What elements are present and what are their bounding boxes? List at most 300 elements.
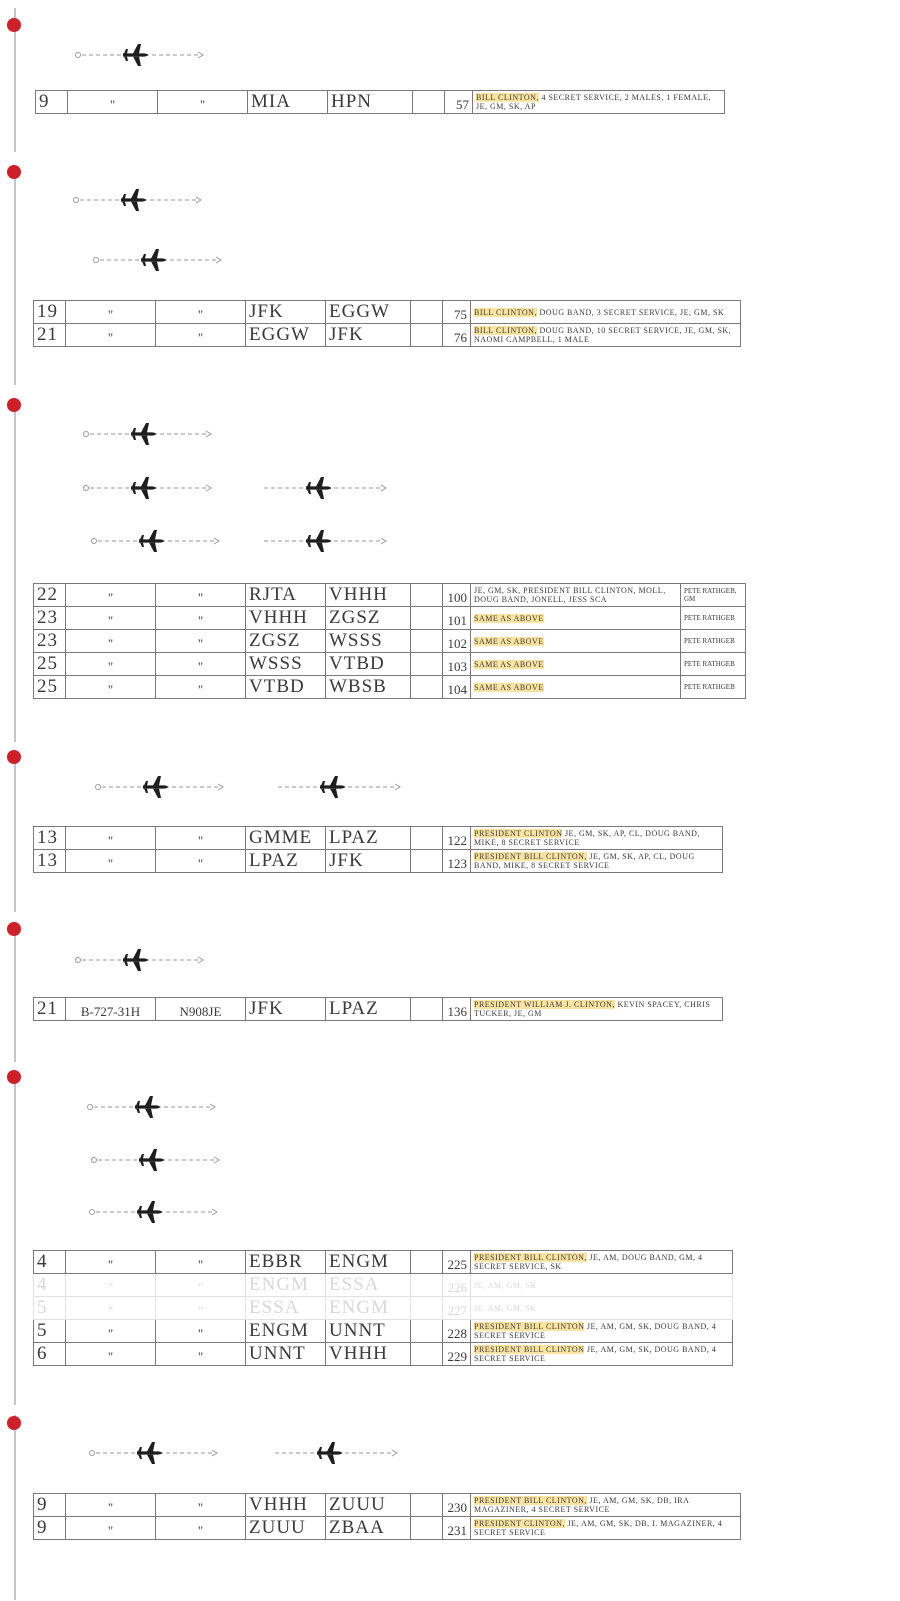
flight-number-cell: 225 xyxy=(443,1251,471,1274)
timeline-line xyxy=(14,398,16,742)
destination-airport-cell: ZBAA xyxy=(326,1517,411,1540)
aircraft-cell: " xyxy=(66,1274,156,1297)
log-row xyxy=(34,584,746,607)
aircraft-cell: " xyxy=(66,1320,156,1343)
origin-airport-cell: RJTA xyxy=(246,584,326,607)
origin-airport-cell: ESSA xyxy=(246,1297,326,1320)
arrow-right-icon xyxy=(214,1157,219,1163)
flight-route-icon xyxy=(277,775,402,799)
origin-airport-cell: VHHH xyxy=(246,1494,326,1517)
passenger-highlight: PRESIDENT BILL CLINTON, xyxy=(474,1496,587,1505)
blank-cell xyxy=(411,607,443,630)
day-cell: 9 xyxy=(34,1494,66,1517)
timeline-dot xyxy=(7,1416,21,1430)
arrow-right-icon xyxy=(212,1450,217,1456)
day-cell: 21 xyxy=(34,998,66,1021)
destination-airport-cell: WBSB xyxy=(326,676,411,699)
flight-route-svg xyxy=(93,248,223,272)
flight-route-svg xyxy=(91,529,221,553)
blank-cell xyxy=(411,1320,443,1343)
flight-route-icon xyxy=(91,1148,221,1172)
airplane-icon xyxy=(139,1149,164,1171)
flight-number-cell: 101 xyxy=(443,607,471,630)
destination-airport-cell: EGGW xyxy=(326,301,411,324)
arrow-right-icon xyxy=(206,485,211,491)
passenger-highlight: SAME AS ABOVE xyxy=(474,682,544,692)
flight-route-svg xyxy=(277,775,402,799)
passengers-cell xyxy=(471,1494,741,1517)
blank-cell xyxy=(411,324,443,347)
passengers-cell xyxy=(473,91,725,114)
airplane-shape xyxy=(121,189,146,211)
airplane-shape xyxy=(141,249,166,271)
aircraft-cell: " xyxy=(68,91,158,114)
passengers-cell xyxy=(471,1343,733,1366)
flight-log-table xyxy=(33,826,723,873)
passengers-cell xyxy=(471,653,681,676)
airplane-shape xyxy=(306,477,331,499)
arrow-right-icon xyxy=(210,1104,215,1110)
flight-route-icon xyxy=(75,43,205,67)
passenger-list: JE, AM, DOUG BAND, GM, 4 SECRET SERVICE, SK xyxy=(474,1253,703,1271)
airplane-icon xyxy=(123,44,148,66)
airplane-icon xyxy=(131,477,156,499)
flight-number-cell: 103 xyxy=(443,653,471,676)
flight-route-icon xyxy=(89,1200,219,1224)
arrow-right-icon xyxy=(381,485,386,491)
flight-log-table xyxy=(33,1250,733,1366)
origin-circle-icon xyxy=(76,53,81,58)
origin-airport-cell: GMME xyxy=(246,827,326,850)
origin-airport-cell: MIA xyxy=(248,91,328,114)
timeline-line xyxy=(14,1072,16,1405)
blank-cell xyxy=(411,850,443,873)
day-cell: 9 xyxy=(34,1517,66,1540)
aircraft-cell: " xyxy=(66,850,156,873)
passengers-cell xyxy=(471,850,723,873)
airplane-icon xyxy=(123,949,148,971)
aircraft-cell: " xyxy=(66,1297,156,1320)
arrow-right-icon xyxy=(395,784,400,790)
aircraft-cell: " xyxy=(66,653,156,676)
arrow-right-icon xyxy=(212,1209,217,1215)
log-row xyxy=(34,1343,733,1366)
airplane-shape xyxy=(123,44,148,66)
passenger-list: JE, AM, GM, SK, DB, IRA MAGAZINER, 4 SECRET SERVICE xyxy=(474,1496,689,1514)
blank-cell xyxy=(411,1274,443,1297)
origin-airport-cell: UNNT xyxy=(246,1343,326,1366)
registration-cell: " xyxy=(156,827,246,850)
log-row xyxy=(34,1274,733,1297)
flight-number-cell: 230 xyxy=(443,1494,471,1517)
blank-cell xyxy=(411,653,443,676)
passenger-list: DOUG BAND, 10 SECRET SERVICE, JE, GM, SK, NAOMI CAMPBELL, 1 MALE xyxy=(474,326,732,344)
aircraft-cell: " xyxy=(66,607,156,630)
flight-log-table xyxy=(33,300,741,347)
flight-route-icon xyxy=(75,948,205,972)
origin-circle-icon xyxy=(92,539,97,544)
passenger-highlight: BILL CLINTON, xyxy=(474,307,537,317)
flight-route-icon xyxy=(93,248,223,272)
origin-circle-icon xyxy=(74,198,79,203)
blank-cell xyxy=(411,1494,443,1517)
arrow-right-icon xyxy=(198,52,203,58)
timeline-dot xyxy=(7,18,21,32)
passenger-list: JE, AM, GM, SK xyxy=(474,1303,537,1313)
passengers-cell xyxy=(471,324,741,347)
arrow-right-icon xyxy=(206,431,211,437)
log-row xyxy=(34,301,741,324)
log-row xyxy=(34,653,746,676)
airplane-icon xyxy=(320,776,345,798)
destination-airport-cell: VHHH xyxy=(326,584,411,607)
flight-log-table xyxy=(33,583,746,699)
airplane-shape xyxy=(306,530,331,552)
airplane-shape xyxy=(131,477,156,499)
aircraft-cell: " xyxy=(66,630,156,653)
flight-route-svg xyxy=(263,476,388,500)
registration-cell: " xyxy=(156,1494,246,1517)
flight-number-cell: 76 xyxy=(443,324,471,347)
registration-cell: " xyxy=(156,301,246,324)
flight-log-table xyxy=(33,997,723,1021)
destination-airport-cell: ESSA xyxy=(326,1274,411,1297)
airplane-icon xyxy=(131,423,156,445)
registration-cell: " xyxy=(158,91,248,114)
flight-route-svg xyxy=(89,1441,219,1465)
flight-route-svg xyxy=(75,948,205,972)
flight-route-icon xyxy=(95,775,225,799)
origin-airport-cell: EBBR xyxy=(246,1251,326,1274)
blank-cell xyxy=(411,1297,443,1320)
flight-route-svg xyxy=(91,1148,221,1172)
passengers-cell xyxy=(471,607,681,630)
origin-circle-icon xyxy=(94,258,99,263)
flight-route-svg xyxy=(89,1200,219,1224)
origin-circle-icon xyxy=(96,785,101,790)
passengers-cell xyxy=(471,1517,741,1540)
registration-cell: " xyxy=(156,584,246,607)
origin-airport-cell: WSSS xyxy=(246,653,326,676)
passengers-cell xyxy=(471,1297,733,1320)
log-row xyxy=(34,324,741,347)
flight-route-svg xyxy=(274,1441,399,1465)
passengers-cell xyxy=(471,998,723,1021)
blank-cell xyxy=(411,676,443,699)
origin-circle-icon xyxy=(76,958,81,963)
day-cell: 23 xyxy=(34,630,66,653)
flight-number-cell: 136 xyxy=(443,998,471,1021)
airplane-shape xyxy=(137,1442,162,1464)
aircraft-cell: " xyxy=(66,301,156,324)
flight-route-icon xyxy=(91,529,221,553)
passenger-highlight: PRESIDENT BILL CLINTON xyxy=(474,1322,585,1331)
airplane-shape xyxy=(139,1149,164,1171)
airplane-icon xyxy=(141,249,166,271)
passenger-highlight: PRESIDENT BILL CLINTON xyxy=(474,1345,585,1354)
flight-route-icon xyxy=(87,1095,217,1119)
passenger-highlight: SAME AS ABOVE xyxy=(474,659,544,669)
airplane-icon xyxy=(317,1442,342,1464)
origin-circle-icon xyxy=(90,1451,95,1456)
passenger-list: KEVIN SPACEY, CHRIS TUCKER, JE, GM xyxy=(474,1000,711,1018)
airplane-icon xyxy=(121,189,146,211)
log-row xyxy=(34,1320,733,1343)
passengers-cell xyxy=(471,676,681,699)
origin-airport-cell: VTBD xyxy=(246,676,326,699)
airplane-shape xyxy=(135,1096,160,1118)
log-row xyxy=(34,827,723,850)
day-cell: 25 xyxy=(34,653,66,676)
blank-cell xyxy=(411,584,443,607)
passenger-list: JE, GM, SK, PRESIDENT BILL CLINTON, MOLL, DOUG BAND, JONELL, JESS SCA xyxy=(474,586,666,604)
aircraft-cell: " xyxy=(66,1517,156,1540)
day-cell: 13 xyxy=(34,850,66,873)
registration-cell: " xyxy=(156,1517,246,1540)
blank-cell xyxy=(411,1251,443,1274)
origin-circle-icon xyxy=(92,1158,97,1163)
origin-circle-icon xyxy=(84,432,89,437)
day-cell: 19 xyxy=(34,301,66,324)
flight-route-svg xyxy=(263,529,388,553)
flight-route-svg xyxy=(83,422,213,446)
blank-cell xyxy=(413,91,445,114)
passenger-highlight: PRESIDENT WILLIAM J. CLINTON, xyxy=(474,1000,615,1009)
day-cell: 5 xyxy=(34,1297,66,1320)
origin-circle-icon xyxy=(84,486,89,491)
log-row xyxy=(34,1251,733,1274)
destination-airport-cell: VTBD xyxy=(326,653,411,676)
passengers-cell xyxy=(471,630,681,653)
blank-cell xyxy=(411,827,443,850)
log-row xyxy=(34,1517,741,1540)
airplane-shape xyxy=(139,530,164,552)
remarks-cell: PETE RATHGEB xyxy=(681,607,746,630)
aircraft-cell: " xyxy=(66,676,156,699)
flight-route-svg xyxy=(87,1095,217,1119)
blank-cell xyxy=(411,1517,443,1540)
origin-airport-cell: ZGSZ xyxy=(246,630,326,653)
origin-airport-cell: ENGM xyxy=(246,1274,326,1297)
destination-airport-cell: ENGM xyxy=(326,1251,411,1274)
timeline-dot xyxy=(7,922,21,936)
registration-cell: " xyxy=(156,1343,246,1366)
blank-cell xyxy=(411,1343,443,1366)
timeline-dot xyxy=(7,750,21,764)
flight-route-icon xyxy=(73,188,203,212)
airplane-icon xyxy=(143,776,168,798)
passenger-highlight: PRESIDENT BILL CLINTON, xyxy=(474,1253,587,1262)
day-cell: 25 xyxy=(34,676,66,699)
flight-route-svg xyxy=(83,476,213,500)
day-cell: 6 xyxy=(34,1343,66,1366)
airplane-icon xyxy=(135,1096,160,1118)
origin-airport-cell: ENGM xyxy=(246,1320,326,1343)
arrow-right-icon xyxy=(218,784,223,790)
registration-cell: " xyxy=(156,607,246,630)
airplane-icon xyxy=(306,530,331,552)
flight-number-cell: 229 xyxy=(443,1343,471,1366)
aircraft-cell: " xyxy=(66,324,156,347)
log-row xyxy=(34,1494,741,1517)
remarks-cell: PETE RATHGEB xyxy=(681,676,746,699)
remarks-cell: PETE RATHGEB xyxy=(681,630,746,653)
flight-route-svg xyxy=(73,188,203,212)
log-row xyxy=(34,607,746,630)
destination-airport-cell: JFK xyxy=(326,850,411,873)
log-row xyxy=(34,998,723,1021)
airplane-shape xyxy=(131,423,156,445)
arrow-right-icon xyxy=(216,257,221,263)
airplane-icon xyxy=(137,1442,162,1464)
destination-airport-cell: UNNT xyxy=(326,1320,411,1343)
log-row xyxy=(34,676,746,699)
blank-cell xyxy=(411,630,443,653)
passenger-list: 4 SECRET SERVICE, 2 MALES, 1 FEMALE, JE, GM, SK, AP xyxy=(476,93,711,111)
day-cell: 22 xyxy=(34,584,66,607)
flight-number-cell: 100 xyxy=(443,584,471,607)
day-cell: 4 xyxy=(34,1274,66,1297)
arrow-right-icon xyxy=(198,957,203,963)
airplane-shape xyxy=(320,776,345,798)
flight-route-icon xyxy=(263,476,388,500)
blank-cell xyxy=(411,301,443,324)
airplane-shape xyxy=(143,776,168,798)
passengers-cell xyxy=(471,1274,733,1297)
aircraft-cell: " xyxy=(66,584,156,607)
flight-route-icon xyxy=(83,422,213,446)
log-row xyxy=(34,630,746,653)
destination-airport-cell: ZGSZ xyxy=(326,607,411,630)
registration-cell: " xyxy=(156,324,246,347)
destination-airport-cell: HPN xyxy=(328,91,413,114)
passenger-list: DOUG BAND, 3 SECRET SERVICE, JE, GM, SK xyxy=(536,307,725,317)
flight-route-icon xyxy=(274,1441,399,1465)
registration-cell: " xyxy=(156,653,246,676)
arrow-right-icon xyxy=(214,538,219,544)
registration-cell: " xyxy=(156,1274,246,1297)
origin-circle-icon xyxy=(88,1105,93,1110)
registration-cell: N908JE xyxy=(156,998,246,1021)
origin-airport-cell: JFK xyxy=(246,301,326,324)
day-cell: 5 xyxy=(34,1320,66,1343)
origin-airport-cell: ZUUU xyxy=(246,1517,326,1540)
registration-cell: " xyxy=(156,1251,246,1274)
timeline-dot xyxy=(7,1070,21,1084)
flight-number-cell: 122 xyxy=(443,827,471,850)
flight-route-icon xyxy=(89,1441,219,1465)
passenger-list: JE, GM, SK, AP, CL, DOUG BAND, MIKE, 8 SECRET SERVICE xyxy=(474,829,700,847)
destination-airport-cell: JFK xyxy=(326,324,411,347)
registration-cell: " xyxy=(156,630,246,653)
registration-cell: " xyxy=(156,1297,246,1320)
remarks-cell: PETE RATHGEB xyxy=(681,653,746,676)
flight-number-cell: 226 xyxy=(443,1274,471,1297)
day-cell: 13 xyxy=(34,827,66,850)
registration-cell: " xyxy=(156,676,246,699)
passenger-list: JE, AM, GM, SK, DB, I. MAGAZINER, 4 SECRET SERVICE xyxy=(474,1519,723,1537)
passenger-highlight: SAME AS ABOVE xyxy=(474,613,544,623)
airplane-shape xyxy=(317,1442,342,1464)
aircraft-cell: " xyxy=(66,1343,156,1366)
airplane-icon xyxy=(137,1201,162,1223)
passengers-cell xyxy=(471,827,723,850)
log-row xyxy=(34,1297,733,1320)
origin-airport-cell: EGGW xyxy=(246,324,326,347)
aircraft-cell: " xyxy=(66,827,156,850)
passenger-list: JE, AM, GM, SK, DOUG BAND, 4 SECRET SERVICE xyxy=(474,1345,717,1363)
destination-airport-cell: VHHH xyxy=(326,1343,411,1366)
day-cell: 9 xyxy=(36,91,68,114)
aircraft-cell: B-727-31H xyxy=(66,998,156,1021)
flight-number-cell: 57 xyxy=(445,91,473,114)
origin-airport-cell: LPAZ xyxy=(246,850,326,873)
flight-number-cell: 104 xyxy=(443,676,471,699)
timeline-line xyxy=(14,168,16,385)
destination-airport-cell: WSSS xyxy=(326,630,411,653)
destination-airport-cell: LPAZ xyxy=(326,827,411,850)
passengers-cell xyxy=(471,301,741,324)
passenger-highlight: BILL CLINTON, xyxy=(474,326,537,335)
flight-route-svg xyxy=(95,775,225,799)
passenger-highlight: SAME AS ABOVE xyxy=(474,636,544,646)
flight-number-cell: 227 xyxy=(443,1297,471,1320)
passenger-highlight: PRESIDENT CLINTON xyxy=(474,829,563,838)
timeline-line xyxy=(14,1415,16,1600)
timeline-dot xyxy=(7,165,21,179)
arrow-right-icon xyxy=(392,1450,397,1456)
flight-number-cell: 231 xyxy=(443,1517,471,1540)
destination-airport-cell: ZUUU xyxy=(326,1494,411,1517)
blank-cell xyxy=(411,998,443,1021)
origin-airport-cell: JFK xyxy=(246,998,326,1021)
origin-airport-cell: VHHH xyxy=(246,607,326,630)
passengers-cell xyxy=(471,1251,733,1274)
flight-number-cell: 102 xyxy=(443,630,471,653)
timeline-line xyxy=(14,922,16,1062)
airplane-icon xyxy=(139,530,164,552)
passenger-list: JE, GM, SK, AP, CL, DOUG BAND, MIKE, 8 SECRET SERVICE xyxy=(474,852,695,870)
flight-route-svg xyxy=(75,43,205,67)
passenger-highlight: BILL CLINTON, xyxy=(476,93,539,102)
flight-number-cell: 123 xyxy=(443,850,471,873)
log-row xyxy=(36,91,725,114)
registration-cell: " xyxy=(156,850,246,873)
destination-airport-cell: ENGM xyxy=(326,1297,411,1320)
aircraft-cell: " xyxy=(66,1494,156,1517)
airplane-shape xyxy=(137,1201,162,1223)
flight-number-cell: 228 xyxy=(443,1320,471,1343)
aircraft-cell: " xyxy=(66,1251,156,1274)
airplane-icon xyxy=(306,477,331,499)
log-row xyxy=(34,850,723,873)
day-cell: 4 xyxy=(34,1251,66,1274)
passenger-highlight: PRESIDENT CLINTON, xyxy=(474,1519,565,1528)
flight-number-cell: 75 xyxy=(443,301,471,324)
day-cell: 23 xyxy=(34,607,66,630)
flight-log-table xyxy=(35,90,725,114)
timeline-line xyxy=(14,752,16,912)
day-cell: 21 xyxy=(34,324,66,347)
registration-cell: " xyxy=(156,1320,246,1343)
remarks-cell: PETE RATHGEB, GM xyxy=(681,584,746,607)
origin-circle-icon xyxy=(90,1210,95,1215)
arrow-right-icon xyxy=(196,197,201,203)
timeline-dot xyxy=(7,398,21,412)
passengers-cell xyxy=(471,584,681,607)
arrow-right-icon xyxy=(381,538,386,544)
passenger-list: JE, AM, GM, SK, DOUG BAND, 4 SECRET SERVICE xyxy=(474,1322,717,1340)
